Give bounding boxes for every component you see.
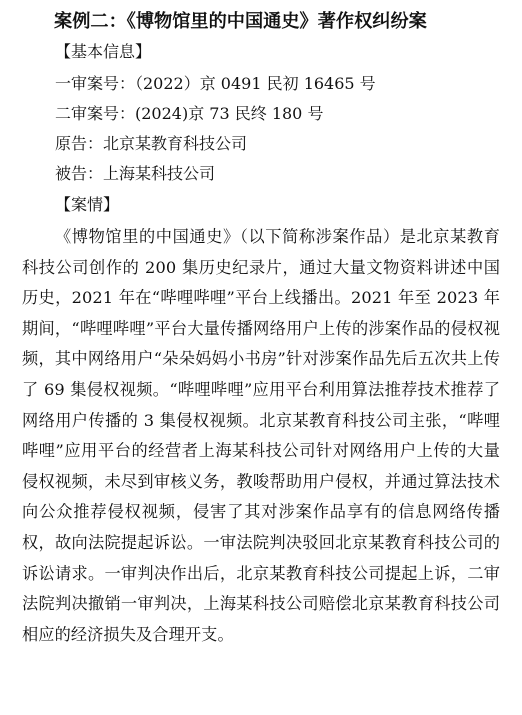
first-instance-case-number: 一审案号：（2022）京 0491 民初 16465 号 [55,74,376,93]
case-facts-paragraph: 《博物馆里的中国通史》（以下简称涉案作品）是北京某教育科技公司创作的 200 集历史纪录片，通过大量文物资料讲述中国历史，2021 年在“哔哩哔哩”平台上线播出。2021 年至 2023 年期间，“哔哩哔哩”平台大量传播网络用户上传的涉案作品的侵权视频，其中网络用户“朵朵妈妈小书房”针对涉案作品先后五次共上传了 69 集侵权视频。“哔哩哔哩”应用平台利用算法推荐技术推荐了网络用户传播的 3 集侵权视频。北京某教育科技公司主张，“哔哩哔哩”应用平台的经营者上海某科技公司针对网络用户上传的大量侵权视频，未尽到审核义务，教唆帮助用户侵权，并通过算法技术向公众推荐侵权视频，侵害了其对涉案作品享有的信息网络传播权，故向法院提起诉讼。一审法院判决驳回北京某教育科技公司的诉讼请求。一审判决作出后，北京某教育科技公司提起上诉，二审法院判决撤销一审判决，上海某科技公司赔偿北京某教育科技公司相应的经济损失及合理开支。 [22,227,500,644]
basic-info-heading: 【基本信息】 [55,42,152,61]
second-instance-case-number: 二审案号：(2024)京 73 民终 180 号 [55,104,324,123]
case-facts-heading: 【案情】 [55,195,120,214]
case-title: 案例二：《博物馆里的中国通史》著作权纠纷案 [54,11,427,32]
defendant-line: 被告：上海某科技公司 [55,164,216,183]
plaintiff-line: 原告：北京某教育科技公司 [55,134,248,153]
